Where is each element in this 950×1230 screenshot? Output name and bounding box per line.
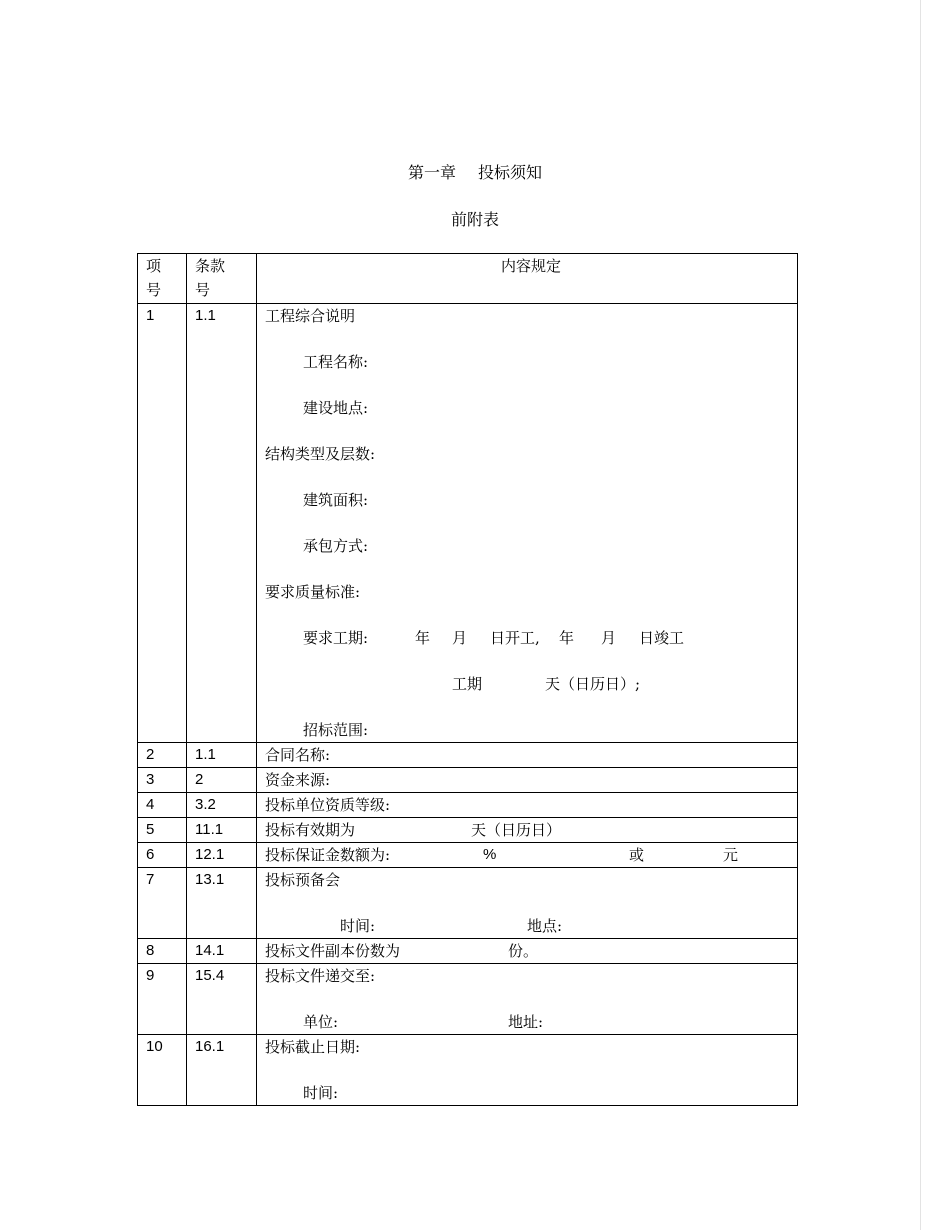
bid-validity-unit: 天（日历日） — [471, 821, 562, 839]
row-content — [257, 304, 798, 743]
project-name-label: 工程名称: — [303, 353, 369, 371]
finish-month: 月 — [601, 629, 617, 647]
bid-bond-cell — [257, 843, 798, 868]
submission-address-label: 地址: — [508, 1013, 544, 1031]
fund-source-label: 资金来源: — [257, 768, 798, 793]
row-clause: 16.1 — [187, 1035, 257, 1106]
row-no: 9 — [138, 964, 187, 1035]
table-row — [138, 939, 798, 964]
table-row — [138, 843, 798, 868]
row-no: 2 — [138, 743, 187, 768]
pre-bid-meeting-detail-line — [265, 914, 797, 938]
row-clause: 14.1 — [187, 939, 257, 964]
page-edge-line — [920, 0, 921, 1230]
copies-unit: 份。 — [508, 942, 539, 960]
qualification-grade-label: 投标单位资质等级: — [257, 793, 798, 818]
meeting-place-label: 地点: — [527, 917, 563, 935]
bid-bond-yuan: 元 — [723, 846, 739, 864]
duration-line — [265, 672, 797, 718]
start-day: 日开工, — [490, 629, 540, 647]
row-no: 10 — [138, 1035, 187, 1106]
start-year: 年 — [415, 629, 431, 647]
construction-period-line — [265, 626, 797, 672]
row-clause: 12.1 — [187, 843, 257, 868]
contract-name-label: 合同名称: — [257, 743, 798, 768]
submission-unit-label: 单位: — [303, 1013, 339, 1031]
bid-bond-or: 或 — [629, 846, 645, 864]
header-item-no — [138, 254, 187, 304]
pre-bid-meeting-label: 投标预备会 — [265, 871, 341, 889]
finish-day: 日竣工 — [639, 629, 685, 647]
table-row — [138, 1035, 798, 1106]
bid-bond-line — [265, 843, 797, 867]
row-no: 6 — [138, 843, 187, 868]
row-clause: 15.4 — [187, 964, 257, 1035]
row-no: 3 — [138, 768, 187, 793]
row-clause: 3.2 — [187, 793, 257, 818]
start-month: 月 — [452, 629, 468, 647]
table-row — [138, 743, 798, 768]
table-header-row — [138, 254, 798, 304]
copies-cell — [257, 939, 798, 964]
meeting-time-label: 时间: — [340, 917, 376, 935]
row-clause: 1.1 — [187, 743, 257, 768]
deadline-cell — [257, 1035, 798, 1106]
bid-validity-cell — [257, 818, 798, 843]
row-no: 7 — [138, 868, 187, 939]
copies-line — [265, 939, 797, 963]
deadline-label: 投标截止日期: — [265, 1038, 361, 1056]
header-clause-no — [187, 254, 257, 304]
row-no: 4 — [138, 793, 187, 818]
table-row — [138, 304, 798, 743]
table-row — [138, 868, 798, 939]
duration-unit: 天（日历日）; — [545, 675, 641, 693]
quality-standard-label: 要求质量标准: — [265, 583, 361, 601]
bid-bond-percent: % — [483, 846, 497, 863]
chapter-number: 第一章 — [407, 163, 456, 182]
row-clause: 11.1 — [187, 818, 257, 843]
bid-bond-label: 投标保证金数额为: — [265, 846, 391, 864]
submission-detail-line — [265, 1010, 797, 1034]
pre-bid-meeting-cell — [257, 868, 798, 939]
row-clause: 1.1 — [187, 304, 257, 743]
header-clause-no-line2: 号 — [195, 281, 211, 299]
front-table — [137, 253, 798, 1106]
deadline-time-label: 时间: — [303, 1084, 339, 1102]
period-label: 要求工期: — [303, 629, 369, 647]
row-no: 1 — [138, 304, 187, 743]
bid-validity-line — [265, 818, 797, 842]
chapter-title — [0, 160, 950, 183]
table-row — [138, 964, 798, 1035]
table-row — [138, 768, 798, 793]
bidding-scope-label: 招标范围: — [303, 721, 369, 739]
header-clause-no-line1: 条款 — [195, 257, 226, 275]
row-no: 5 — [138, 818, 187, 843]
row-no: 8 — [138, 939, 187, 964]
table-title: 前附表 — [450, 210, 499, 229]
row-clause: 13.1 — [187, 868, 257, 939]
bid-validity-label: 投标有效期为 — [265, 821, 356, 839]
header-item-no-line1: 项 — [146, 257, 162, 275]
table-row — [138, 793, 798, 818]
header-item-no-line2: 号 — [146, 281, 162, 299]
header-content: 内容规定 — [257, 254, 798, 304]
table-row — [138, 818, 798, 843]
submission-cell — [257, 964, 798, 1035]
chapter-subtitle: 投标须知 — [478, 163, 543, 182]
project-overview: 工程综合说明 — [265, 307, 356, 325]
finish-year: 年 — [559, 629, 575, 647]
project-site-label: 建设地点: — [303, 399, 369, 417]
submission-label: 投标文件递交至: — [265, 967, 376, 985]
structure-type-label: 结构类型及层数: — [265, 445, 376, 463]
duration-label: 工期 — [452, 675, 483, 693]
building-area-label: 建筑面积: — [303, 491, 369, 509]
row-clause: 2 — [187, 768, 257, 793]
copies-label: 投标文件副本份数为 — [265, 942, 401, 960]
contract-mode-label: 承包方式: — [303, 537, 369, 555]
